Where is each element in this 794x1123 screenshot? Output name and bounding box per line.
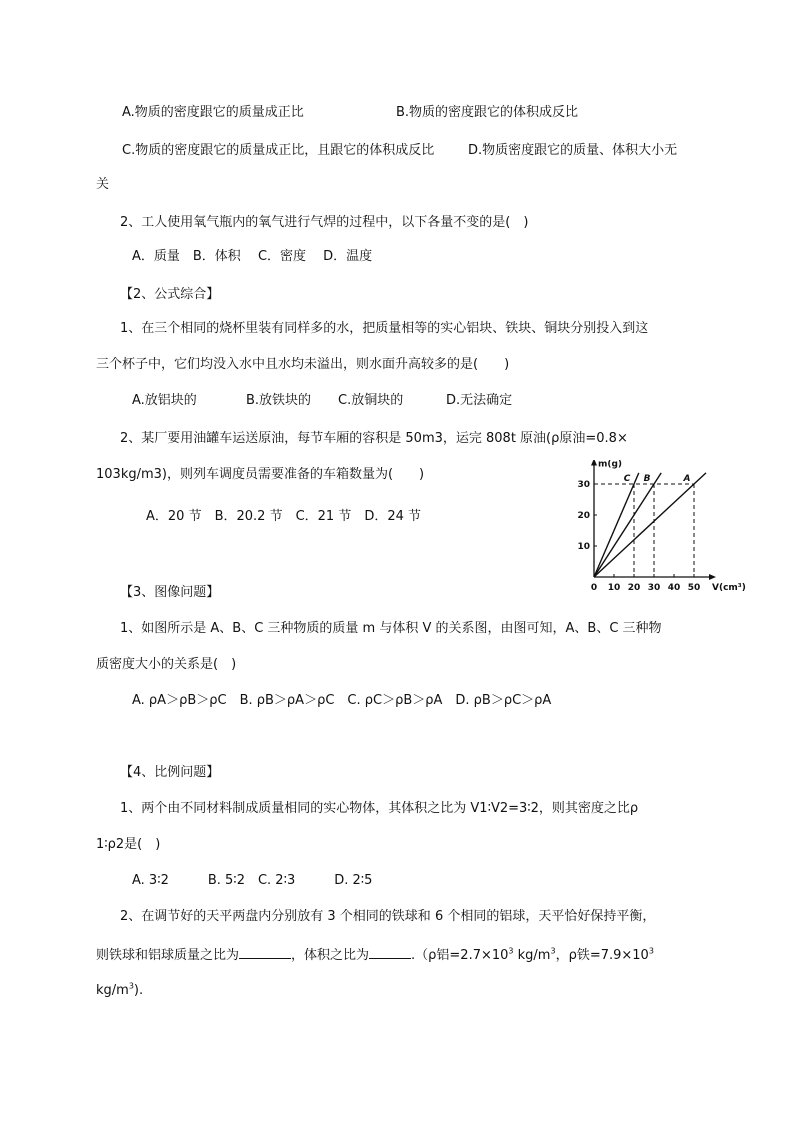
- x-tick-label: 40: [667, 583, 681, 593]
- x-tick-label: 0: [590, 583, 598, 593]
- question-gas-stem: 2、工人使用氧气瓶内的氧气进行气焊的过程中，以下各量不变的是( ): [120, 215, 529, 230]
- series-line-C: [594, 473, 639, 577]
- question-text: 三个杯子中，它们均没入水中且水均未溢出，则水面升高较多的是( ): [96, 357, 510, 372]
- option-a: A.物质的密度跟它的质量成正比: [122, 105, 304, 120]
- x-tick-label: 10: [607, 583, 621, 593]
- option-d-cont: 关: [96, 177, 110, 192]
- series-label-C: C: [623, 474, 631, 484]
- question-text: 103kg/m3)，则列车调度员需要准备的车箱数量为( ): [96, 467, 425, 482]
- answer-blank-mass-ratio[interactable]: [239, 944, 291, 959]
- section-heading-ratio: 【4、比例问题】: [120, 765, 220, 780]
- option-d: D.物质密度跟它的质量、体积大小无: [468, 143, 678, 158]
- question-options: A. 3∶2 B. 5∶2 C. 2∶3 D. 2∶5: [132, 873, 373, 888]
- mass-volume-chart: [572, 460, 762, 610]
- option-c: C.放铜块的: [338, 393, 404, 408]
- series-line-A: [594, 473, 706, 577]
- x-tick-label: 50: [687, 583, 701, 593]
- question-text: 1、如图所示是 A、B、C 三种物质的质量 m 与体积 V 的关系图，由图可知，A、B、C 三种物: [120, 621, 662, 636]
- option-b: B.物质的密度跟它的体积成反比: [396, 105, 579, 120]
- section-heading-formula: 【2、公式综合】: [120, 287, 220, 302]
- question-text: 1、在三个相同的烧杯里装有同样多的水，把质量相等的实心铝块、铁块、铜块分别投入到这: [120, 321, 649, 336]
- option-d: D.无法确定: [446, 393, 513, 408]
- question-text: 1、两个由不同材料制成质量相同的实心物体，其体积之比为 V1∶V2=3∶2，则其密度之比ρ: [120, 801, 639, 816]
- y-tick-label: 30: [577, 480, 590, 490]
- question-text: 则铁球和铝球质量之比为 ，体积之比为 .（ρ铝$=2.7\times 10^3$ $kg/m^3$，ρ铁$=7.9\times 10^3$: [96, 944, 654, 965]
- question-text: 1∶ρ2是( ): [96, 837, 161, 852]
- question-options: A．20 节 B．20.2 节 C．21 节 D．24 节: [146, 509, 421, 524]
- answer-blank-volume-ratio[interactable]: [369, 944, 411, 959]
- option-b: B.放铁块的: [246, 393, 312, 408]
- question-options: A. ρA＞ρB＞ρC B. ρB＞ρA＞ρC C. ρC＞ρB＞ρA D. ρB＞ρC＞ρA: [132, 693, 552, 708]
- question-text: 2、在调节好的天平两盘内分别放有 3 个相同的铁球和 6 个相同的铝球，天平恰好保持平衡，: [120, 909, 656, 924]
- y-axis-label: m(g): [598, 460, 623, 470]
- series-label-A: A: [683, 474, 691, 484]
- y-tick-label: 20: [577, 511, 590, 521]
- x-tick-label: 20: [627, 583, 641, 593]
- y-axis-arrow: [591, 460, 597, 466]
- question-gas-options: A．质量 B．体积 C．密度 D．温度: [132, 249, 373, 264]
- x-tick-label: 30: [647, 583, 661, 593]
- question-text: 2、某厂要用油罐车运送原油，每节车厢的容积是 50m3，运完 808t 原油(ρ原油=0.8×: [120, 431, 628, 446]
- y-tick-label: 10: [577, 542, 590, 552]
- section-heading-graph: 【3、图像问题】: [120, 585, 220, 600]
- question-text: 质密度大小的关系是( ): [96, 657, 237, 672]
- question-text: $kg/m^3$).: [96, 981, 144, 998]
- series-label-B: B: [643, 474, 651, 484]
- x-axis-label: V(cm³): [712, 583, 746, 593]
- series-line-B: [594, 473, 661, 577]
- option-c: C.物质的密度跟它的质量成正比，且跟它的体积成反比: [122, 143, 435, 158]
- chart-labels: [577, 460, 745, 593]
- x-axis-arrow: [709, 574, 716, 580]
- chart-series: [594, 473, 706, 577]
- option-a: A.放铝块的: [132, 393, 197, 408]
